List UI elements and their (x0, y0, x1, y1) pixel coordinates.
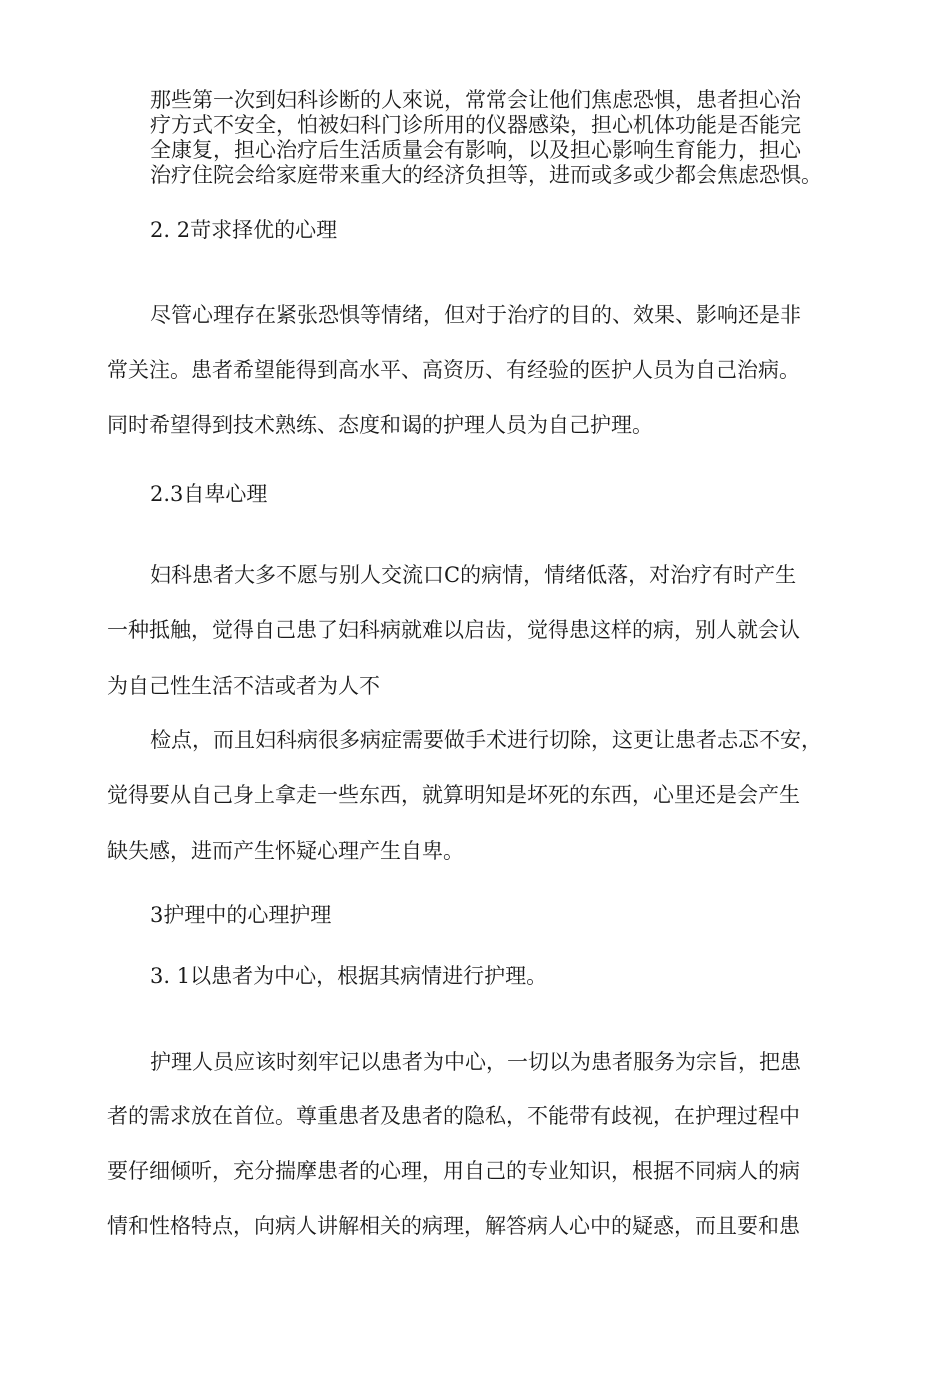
paragraph-4-line-3: 缺失感，进而产生怀疑心理产生自卑。 (107, 839, 464, 863)
paragraph-2-line-1: 尽管心理存在紧张恐惧等情绪，但对于治疗的目的、效果、影响还是非 (150, 303, 801, 327)
section-heading-3-1: 3. 1以患者为中心，根据其病情进行护理。 (150, 964, 548, 988)
paragraph-1-line-1: 那些第一次到妇科诊断的人來说，常常会让他们焦虑恐惧，患者担心治 (150, 88, 801, 112)
paragraph-3-line-1: 妇科患者大多不愿与别人交流口C的病情，情绪低落，对治疗有时产生 (150, 563, 797, 587)
paragraph-1-line-2: 疗方式不安全，怕被妇科门诊所用的仪器感染，担心机体功能是否能完 (150, 113, 801, 137)
paragraph-5-line-2: 者的需求放在首位。尊重患者及患者的隐私，不能带有歧视，在护理过程中 (107, 1104, 800, 1128)
paragraph-2-line-3: 同时希望得到技术熟练、态度和谒的护理人员为自己护理。 (107, 413, 653, 437)
paragraph-1-line-3: 全康复，担心治疗后生活质量会有影响，以及担心影响生育能力，担心 (150, 138, 801, 162)
paragraph-3-line-2: 一种抵触，觉得自己患了妇科病就难以启齿，觉得患这样的病，别人就会认 (107, 618, 800, 642)
paragraph-4-line-1: 检点，而且妇科病很多病症需要做手术进行切除，这更让患者忐忑不安， (150, 728, 822, 752)
paragraph-4-line-2: 觉得要从自己身上拿走一些东西，就算明知是坏死的东西，心里还是会产生 (107, 783, 800, 807)
paragraph-3-line-3: 为自己性生活不洁或者为人不 (107, 674, 380, 698)
paragraph-5-line-3: 要仔细倾听，充分揣摩患者的心理，用自己的专业知识，根据不同病人的病 (107, 1159, 800, 1183)
paragraph-5-line-1: 护理人员应该时刻牢记以患者为中心，一切以为患者服务为宗旨，把患 (150, 1050, 801, 1074)
paragraph-5-line-4: 情和性格特点，向病人讲解相关的病理，解答病人心中的疑惑，而且要和患 (107, 1214, 800, 1238)
paragraph-1-line-4: 治疗住院会给家庭带来重大的经济负担等，进而或多或少都会焦虑恐惧。 (150, 163, 822, 187)
section-heading-3: 3护理中的心理护理 (150, 903, 332, 927)
section-heading-2-2: 2. 2苛求择优的心理 (150, 218, 338, 242)
section-heading-2-3: 2.3自卑心理 (150, 482, 268, 506)
paragraph-2-line-2: 常关注。患者希望能得到高水平、高资历、有经验的医护人员为自己治病。 (107, 358, 800, 382)
